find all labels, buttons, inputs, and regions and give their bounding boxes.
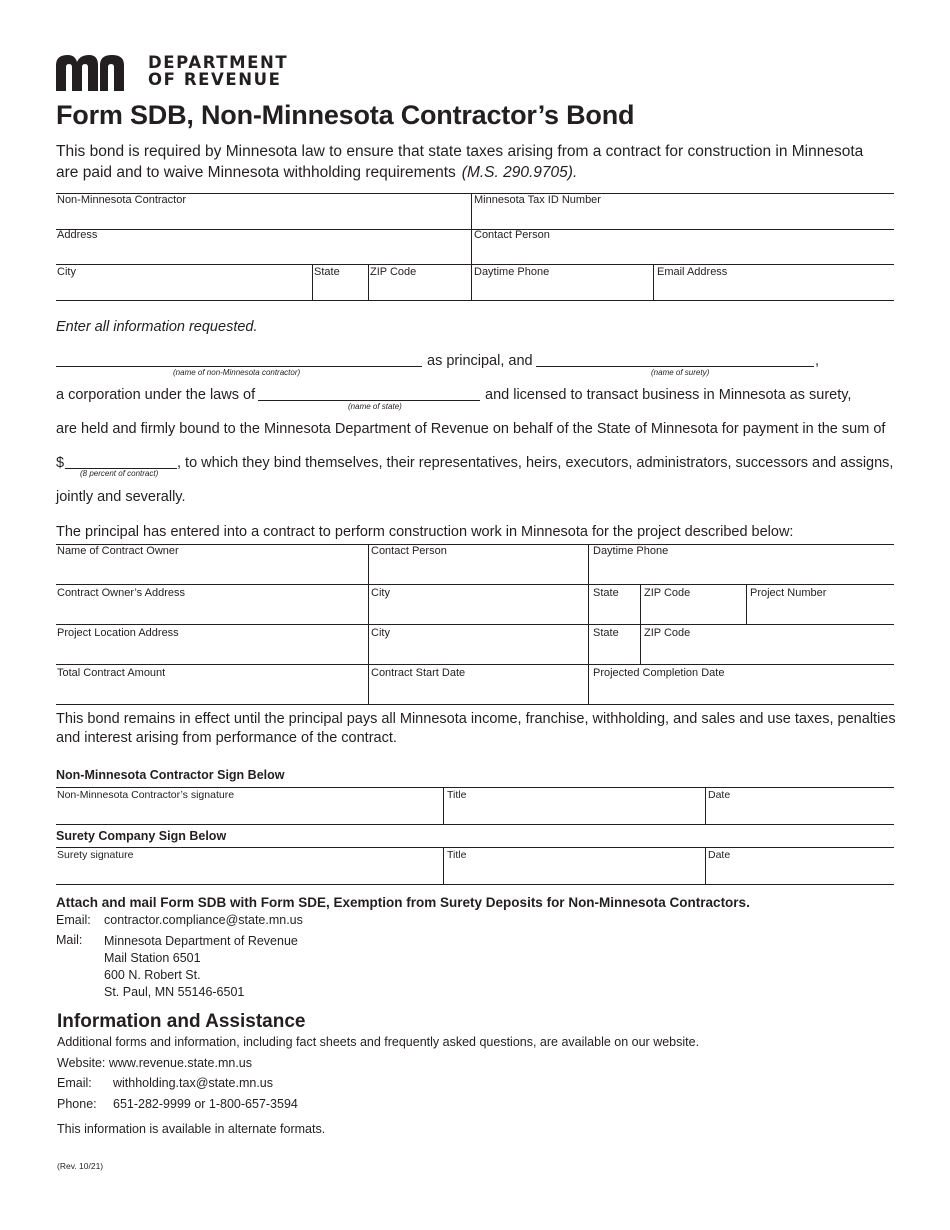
table-rule bbox=[56, 664, 894, 665]
surety-date-field[interactable]: Date bbox=[708, 849, 731, 861]
revision-date: (Rev. 10/21) bbox=[57, 1161, 104, 1171]
contractor-sign-heading: Non-Minnesota Contractor Sign Below bbox=[56, 768, 285, 782]
project-contact-field[interactable]: Contact Person bbox=[371, 545, 447, 557]
start-date-field[interactable]: Contract Start Date bbox=[371, 667, 466, 679]
state-name-blank[interactable] bbox=[258, 400, 480, 401]
info-description: Additional forms and information, including fact sheets and frequently asked questions, are available on our website. bbox=[57, 1035, 700, 1049]
page-title: Form SDB, Non-Minnesota Contractor’s Bond bbox=[56, 100, 635, 130]
table-divider bbox=[312, 264, 313, 300]
table-rule bbox=[56, 584, 894, 585]
contractor-date-field[interactable]: Date bbox=[708, 789, 731, 801]
address-field[interactable]: Address bbox=[57, 229, 98, 241]
table-rule bbox=[56, 884, 894, 885]
owner-zip-field[interactable]: ZIP Code bbox=[644, 587, 691, 599]
zip-field[interactable]: ZIP Code bbox=[370, 266, 417, 278]
project-number-field[interactable]: Project Number bbox=[750, 587, 827, 599]
daytime-phone-field[interactable]: Daytime Phone bbox=[474, 266, 550, 278]
state-field[interactable]: State bbox=[314, 266, 340, 278]
table-rule bbox=[56, 824, 894, 825]
table-rule bbox=[56, 300, 894, 301]
table-divider bbox=[588, 544, 589, 704]
bond-amount-hint: (8 percent of contract) bbox=[80, 469, 159, 478]
contractor-name-blank[interactable] bbox=[56, 366, 422, 367]
location-city-field[interactable]: City bbox=[371, 627, 390, 639]
table-divider bbox=[653, 264, 654, 300]
table-divider bbox=[705, 787, 706, 824]
remains-paragraph: This bond remains in effect until the principal pays all Minnesota income, franchise, withholding, and sales and use taxes, penalties and interest arising from performance of the contract. bbox=[56, 711, 896, 746]
state-name-hint: (name of state) bbox=[348, 402, 402, 411]
city-field[interactable]: City bbox=[57, 266, 76, 278]
comma-text: , bbox=[815, 353, 820, 369]
location-zip-field[interactable]: ZIP Code bbox=[644, 627, 691, 639]
contractor-signature-field[interactable]: Non-Minnesota Contractor’s signature bbox=[57, 789, 235, 801]
mail-email-label: Email: bbox=[56, 913, 91, 927]
table-divider bbox=[443, 847, 444, 884]
contractor-name-hint: (name of non-Minnesota contractor) bbox=[173, 368, 301, 377]
location-address-field[interactable]: Project Location Address bbox=[57, 627, 179, 639]
intro-paragraph: This bond is required by Minnesota law to ensure that state taxes arising from a contract for construction in Minnesota are paid and to waive Minnesota withholding requirements (M.S. 290.9705). bbox=[56, 143, 864, 181]
table-rule bbox=[56, 624, 894, 625]
attach-instruction: Attach and mail Form SDB with Form SDE, Exemption from Surety Deposits for Non-Minnesota Contractors. bbox=[56, 895, 750, 910]
held-bound-text: are held and firmly bound to the Minnesota Department of Revenue on behalf of the State of Minnesota for payment in the sum of bbox=[56, 421, 886, 437]
surety-signature-field[interactable]: Surety signature bbox=[57, 849, 134, 861]
surety-sign-heading: Surety Company Sign Below bbox=[56, 829, 227, 843]
owner-city-field[interactable]: City bbox=[371, 587, 390, 599]
contact-person-field[interactable]: Contact Person bbox=[474, 229, 550, 241]
surety-name-hint: (name of surety) bbox=[651, 368, 710, 377]
info-website-link[interactable]: Website: www.revenue.state.mn.us bbox=[57, 1056, 252, 1070]
info-email-link[interactable]: withholding.tax@state.mn.us bbox=[113, 1076, 273, 1090]
alternate-formats-text: This information is available in alternate formats. bbox=[57, 1122, 326, 1136]
table-rule bbox=[56, 544, 894, 545]
info-phone-label: Phone: bbox=[57, 1097, 97, 1111]
surety-name-blank[interactable] bbox=[536, 366, 814, 367]
info-heading: Information and Assistance bbox=[57, 1011, 306, 1032]
contractor-name-field[interactable]: Non-Minnesota Contractor bbox=[57, 194, 187, 206]
owner-state-field[interactable]: State bbox=[593, 587, 619, 599]
project-phone-field[interactable]: Daytime Phone bbox=[593, 545, 669, 557]
completion-date-field[interactable]: Projected Completion Date bbox=[593, 667, 725, 679]
mail-label: Mail: bbox=[56, 933, 83, 947]
principal-entered-text: The principal has entered into a contract to perform construction work in Minnesota for the project described below: bbox=[56, 524, 794, 540]
table-rule bbox=[56, 264, 894, 265]
table-rule bbox=[56, 847, 894, 848]
info-phone: 651-282-9999 or 1-800-657-3594 bbox=[113, 1097, 298, 1111]
corporation-text: a corporation under the laws of bbox=[56, 387, 256, 403]
mail-address: Minnesota Department of Revenue Mail Station 6501 600 N. Robert St. St. Paul, MN 55146-6501 bbox=[104, 934, 298, 999]
mn-logo-icon bbox=[56, 55, 136, 91]
table-divider bbox=[443, 787, 444, 824]
mail-email-link[interactable]: contractor.compliance@state.mn.us bbox=[104, 913, 303, 927]
bind-themselves-text: , to which they bind themselves, their representatives, heirs, executors, administrators, successors and assigns, bbox=[177, 455, 894, 471]
dollar-sign: $ bbox=[56, 455, 65, 471]
table-divider bbox=[640, 584, 641, 664]
surety-title-field[interactable]: Title bbox=[447, 849, 467, 861]
location-state-field[interactable]: State bbox=[593, 627, 619, 639]
instruction-text: Enter all information requested. bbox=[56, 319, 258, 335]
table-rule bbox=[56, 704, 894, 705]
table-divider bbox=[746, 584, 747, 624]
contractor-title-field[interactable]: Title bbox=[447, 789, 467, 801]
table-rule bbox=[56, 787, 894, 788]
table-divider bbox=[368, 544, 369, 704]
email-field[interactable]: Email Address bbox=[657, 266, 728, 278]
department-name: DEPARTMENT OF REVENUE bbox=[148, 53, 289, 89]
info-email-label: Email: bbox=[57, 1076, 92, 1090]
table-divider bbox=[705, 847, 706, 884]
licensed-text: and licensed to transact business in Minnesota as surety, bbox=[485, 387, 852, 403]
table-divider bbox=[471, 193, 472, 300]
tax-id-field[interactable]: Minnesota Tax ID Number bbox=[474, 194, 601, 206]
contract-owner-field[interactable]: Name of Contract Owner bbox=[57, 545, 179, 557]
jointly-text: jointly and severally. bbox=[56, 489, 186, 505]
owner-address-field[interactable]: Contract Owner’s Address bbox=[57, 587, 185, 599]
as-principal-text: as principal, and bbox=[427, 353, 533, 369]
table-divider bbox=[368, 264, 369, 300]
total-amount-field[interactable]: Total Contract Amount bbox=[57, 667, 166, 679]
